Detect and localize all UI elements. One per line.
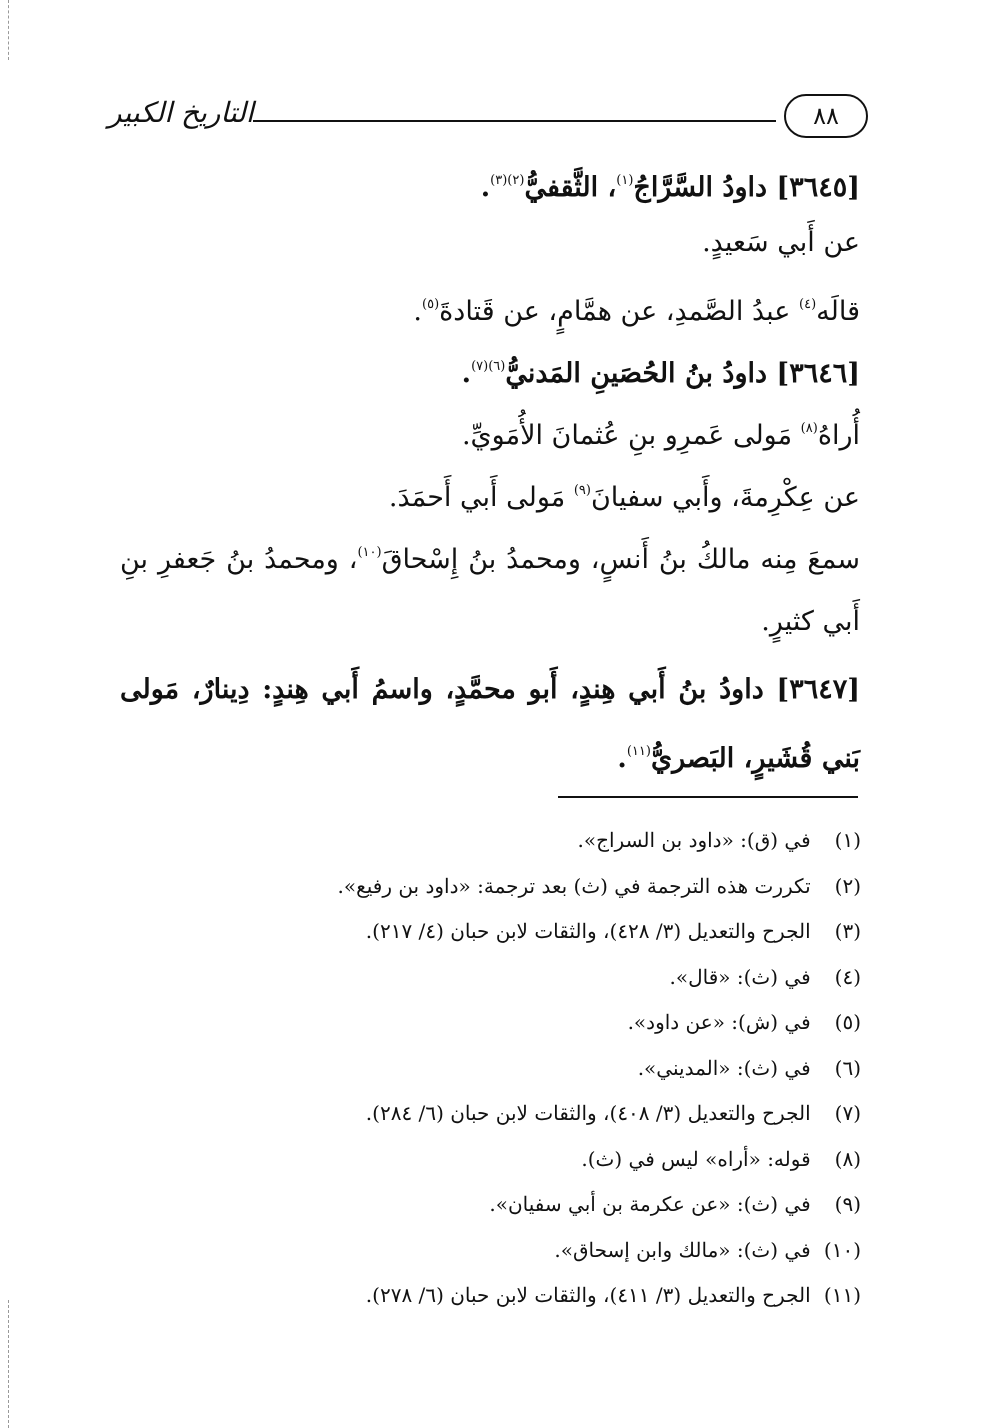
footnote-ref: (١) xyxy=(616,173,634,188)
footnote-text: في (ث): «المديني». xyxy=(637,1055,811,1080)
footnote-number: (١) xyxy=(834,828,861,852)
footnote-number: (٨) xyxy=(834,1146,861,1171)
footnote-item xyxy=(121,1228,861,1274)
entry-title-end: . xyxy=(617,743,627,774)
entry-3645-title xyxy=(120,150,860,212)
text-span: عبدُ الصَّمدِ، عن همَّامٍ، عن قَتادةَ xyxy=(439,296,800,327)
book-title: التاريخ الكبير xyxy=(108,96,254,129)
text-span: . xyxy=(413,296,423,327)
footnote-text: الجرح والتعديل (٣/ ٤١١)، والثقات لابن حبان (٦/ ٢٧٨). xyxy=(365,1283,811,1307)
header-rule xyxy=(253,120,776,122)
entry-3646-title xyxy=(120,336,860,398)
footnote-text: الجرح والتعديل (٣/ ٤٢٨)، والثقات لابن حبان (٤/ ٢١٧). xyxy=(365,919,811,943)
footnote-item xyxy=(121,1273,861,1319)
footnote-ref: (٩) xyxy=(573,483,591,498)
footnote-number: (٢) xyxy=(834,873,861,898)
text-line xyxy=(120,460,860,522)
main-text xyxy=(120,150,860,790)
footnote-ref: (٢)(٣) xyxy=(490,173,525,188)
footnote-number: (٤) xyxy=(834,964,861,989)
text-span: عن عِكْرِمةَ، وأَبي سفيانَ xyxy=(590,482,860,513)
entry-title-end: . xyxy=(461,358,472,389)
footnote-item xyxy=(121,1137,861,1183)
entry-title-text: [٣٦٤٧] داودُ بنُ أَبي هِندٍ، أَبو محمَّدٍ، واسمُ أَبي هِندٍ: دِينارٌ، مَولى بَني قُشَيرٍ، البَصريُّ xyxy=(120,674,860,774)
footnote-item xyxy=(121,818,861,864)
footnote-ref: (٥) xyxy=(422,297,440,312)
entry-title-text: [٣٦٤٦] داودُ بنُ الحُصَينِ المَدنيُّ xyxy=(505,358,860,389)
footnote-text: الجرح والتعديل (٣/ ٤٠٨)، والثقات لابن حبان (٦/ ٢٨٤). xyxy=(365,1101,811,1125)
footnote-item xyxy=(121,1046,861,1092)
footnote-ref: (٨) xyxy=(800,421,818,436)
entry-title-text: ، الثَّقفيُّ xyxy=(524,172,617,203)
footnote-item xyxy=(121,1000,861,1046)
footnote-number: (٥) xyxy=(834,1010,861,1034)
text-span: مَولى أَبي أَحمَدَ. xyxy=(388,482,574,513)
footnote-divider xyxy=(558,796,858,798)
footnote-item xyxy=(121,955,861,1001)
text-paragraph xyxy=(120,522,860,653)
footnote-number: (٩) xyxy=(834,1192,861,1216)
page-header xyxy=(108,92,868,142)
footnote-text: في (ق): «داود بن السراج». xyxy=(577,828,811,852)
text-span: سمعَ مِنه مالكُ بنُ أَنسٍ، ومحمدُ بنُ إِسْحاقَ xyxy=(381,544,860,575)
footnote-number: (٧) xyxy=(834,1101,861,1125)
text-line xyxy=(120,398,860,460)
footnote-text: في (ش): «عن داود». xyxy=(627,1010,811,1034)
footnote-text: في (ث): «قال». xyxy=(669,964,811,989)
text-line: عن أَبي سَعيدٍ. xyxy=(702,227,860,258)
footnote-number: (٦) xyxy=(834,1055,861,1080)
scan-margin-mark xyxy=(8,1300,10,1428)
footnote-ref: (١٠) xyxy=(357,545,382,560)
text-span: أُراهُ xyxy=(817,420,860,451)
footnotes xyxy=(121,818,861,1319)
entry-title-text: [٣٦٤٥] داودُ السَّرَّاجُ xyxy=(633,172,860,203)
footnote-text: تكررت هذه الترجمة في (ث) بعد ترجمة: «داود بن رفيع». xyxy=(337,873,811,898)
footnote-item xyxy=(121,864,861,910)
footnote-number: (١١) xyxy=(823,1283,861,1307)
footnote-item xyxy=(121,1091,861,1137)
footnote-text: في (ث): «عن عكرمة بن أبي سفيان». xyxy=(489,1192,811,1216)
entry-3647-title xyxy=(120,659,860,790)
footnote-ref: (٤) xyxy=(799,297,817,312)
footnote-number: (١٠) xyxy=(823,1237,861,1262)
footnote-item xyxy=(121,909,861,955)
footnote-text: في (ث): «مالك وابن إسحاق». xyxy=(554,1237,811,1262)
footnote-item xyxy=(121,1182,861,1228)
footnote-text: قوله: «أراه» ليس في (ث). xyxy=(581,1146,811,1171)
text-span: ، ومحمدُ بنُ جَعفرِ بنِ أَبي كثيرٍ. xyxy=(120,544,860,637)
footnote-number: (٣) xyxy=(834,919,861,943)
page-number: ٨٨ xyxy=(784,94,868,138)
text-span: قالَه xyxy=(816,296,860,327)
text-span: مَولى عَمرِو بنِ عُثمانَ الأُمَويِّ. xyxy=(461,420,801,451)
text-line xyxy=(120,274,860,336)
footnote-ref: (٦)(٧) xyxy=(471,359,506,374)
footnote-ref: (١١) xyxy=(626,744,651,759)
entry-title-end: . xyxy=(480,172,491,203)
scan-margin-mark xyxy=(8,0,10,60)
